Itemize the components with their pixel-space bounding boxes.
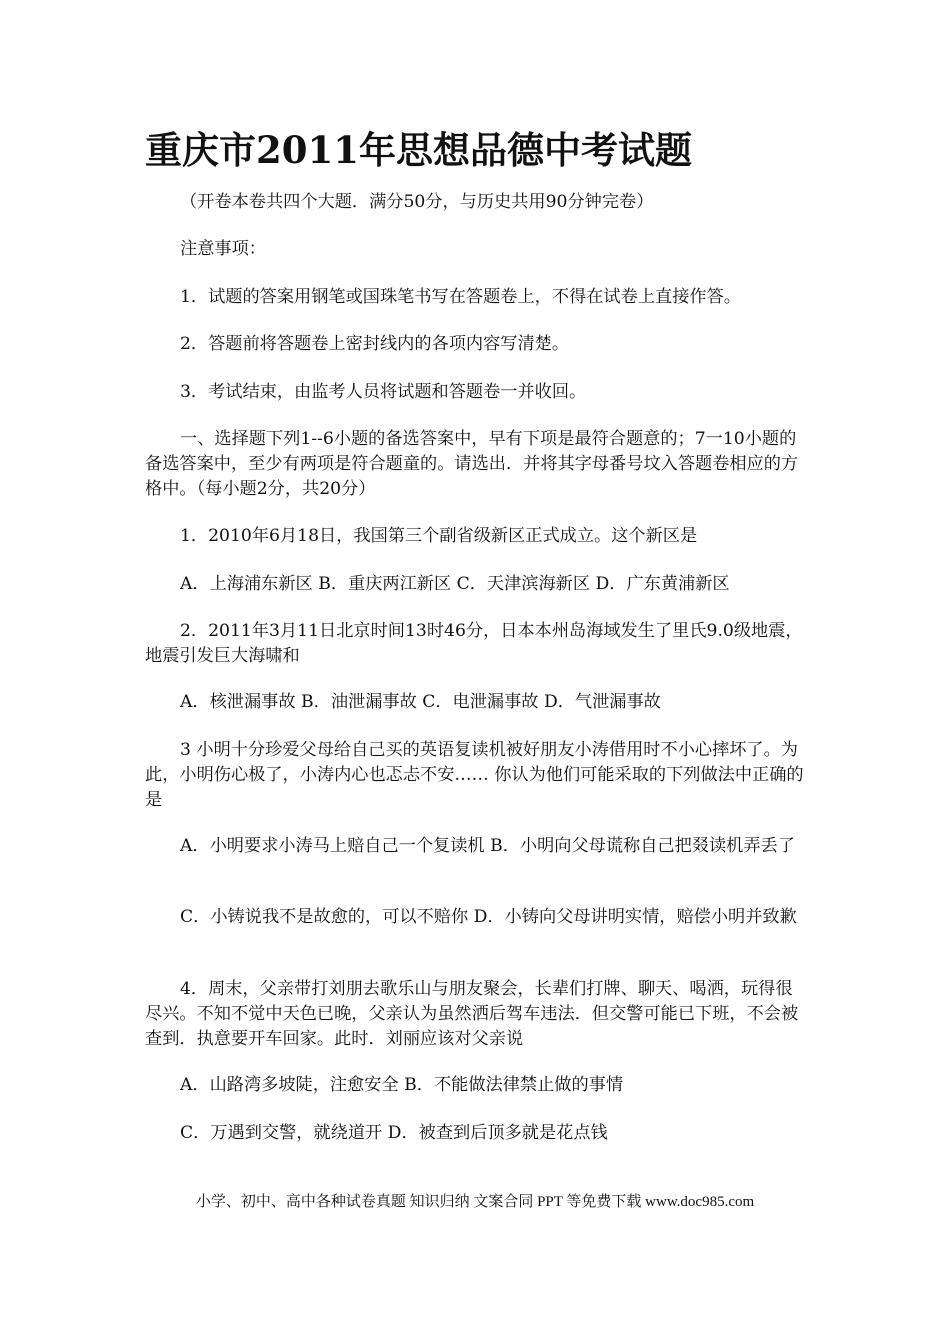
question-4: 4．周末，父亲带打刘朋去歌乐山与朋友聚会，长辈们打牌、聊天、喝洒，玩得很尽兴。不知不觉中天色已晚，父亲认为虽然洒后驾车违法．但交警可能已下班，不会被查到．执意要开车回家。此时．刘丽应该对父亲说 [145,979,799,1049]
question-2: 2．2011年3月11日北京时间13时46分，日本本州岛海域发生了里氏9.0级地震，地震引发巨大海啸和 [145,621,803,666]
question-3-options-ab: A．小明要求小涛马上赔自己一个复读机 B．小明向父母谎称自己把叕读机弄丢了 [180,836,795,856]
exam-subtitle: （开卷本卷共四个大题．满分50分，与历史共用90分钟完卷） [180,192,654,212]
question-4-options-ab: A．山路湾多坡陡，注愈安全 B．不能做法律禁止做的事情 [180,1075,624,1095]
notice-heading: 注意事项： [180,239,266,259]
question-3: 3 小明十分珍爱父母给自己买的英语复读机被好朋友小涛借用时不小心摔坏了。为此，小明伤心极了，小涛内心也忑忐不安…… 你认为他们可能采取的下列做法中正确的是 [145,740,804,810]
question-1-options: A．上海浦东新区 B．重庆两江新区 C．天津滨海新区 D．广东黄浦新区 [180,574,730,594]
notice-item: 3．考试结束，由监考人员将试题和答题卷一并收回。 [180,382,587,402]
question-3-options-cd: C．小铸说我不是故愈的，可以不赔你 D．小铸向父母讲明实情，赔偿小明并致歉 [180,907,797,927]
page-title: 重庆市2011年思想品德中考试题 [145,128,692,172]
page-footer: 小学、初中、高中各种试卷真题 知识归纳 文案合同 PPT 等免费下载 www.doc985.com [195,1194,755,1210]
notice-item: 2．答题前将答题卷上密封线内的各项内容写清楚。 [180,334,570,354]
notice-item: 1．试题的答案用钢笔或国珠笔书写在答题卷上，不得在试卷上直接作答。 [180,287,741,307]
question-1: 1．2010年6月18日，我国第三个副省级新区正式成立。这个新区是 [180,526,698,546]
question-2-options: A．核泄漏事故 B．油泄漏事故 C．电泄漏事故 D．气泄漏事故 [180,692,661,712]
section-instructions: 一、选择题下列1--6小题的备选答案中，早有下项是最符合题意的；7一10小题的备选答案中，至少有两项是符合题童的。请选出．并将其字母番号坟入答题卷相应的方格中。（每小题2分，共20分） [145,429,799,499]
question-4-options-cd: C．万遇到交警，就绕道开 D．被查到后顶多就是花点钱 [180,1123,608,1143]
